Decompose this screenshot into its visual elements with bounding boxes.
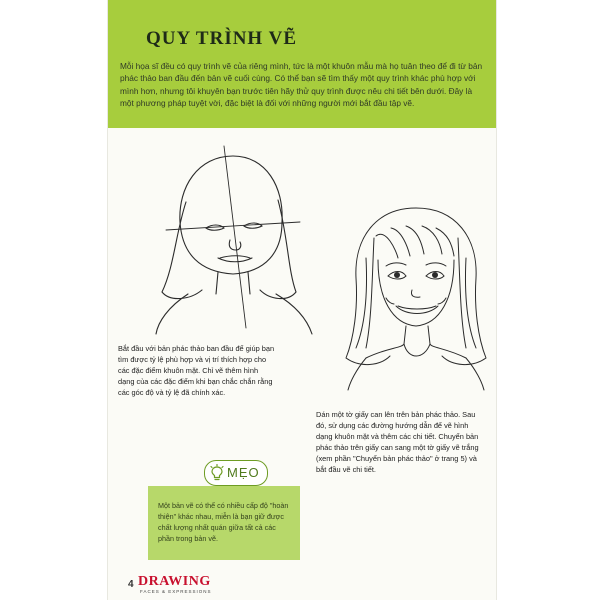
caption-tracing-step: Dán một tờ giấy can lên trên bản phác thảo. Sau đó, sử dụng các đường hướng dẫn để vẽ hình dạng khuôn mặt và thêm các chi tiết. Chuyển bản phác thảo trên giấy can sang một tờ giấy vẽ trắng (xem phần "Chuyển bản phác thảo" ở trang 5) và bắt đầu vẽ chi tiết. <box>316 410 479 474</box>
intro-paragraph: Mỗi họa sĩ đều có quy trình vẽ của riêng mình, tức là một khuôn mẫu mà họ tuân theo để đi từ bản phác thảo ban đầu đến bản vẽ cuối cùng. Có thể bạn sẽ tìm thấy một quy trình khác phù hợp với mình hơn, nhưng tôi khuyên bạn trước tiên hãy thử quy trình được nêu chi tiết bên dưới. Đây là một phương pháp tuyệt vời, đặc biệt là đối với những người mới bắt đầu tập vẽ. <box>120 61 483 109</box>
page-number: 4 <box>128 579 134 590</box>
sketch-construction-face <box>148 142 318 337</box>
lightbulb-icon <box>209 464 225 487</box>
header-band <box>108 0 496 128</box>
tip-badge <box>204 460 268 486</box>
brand-subtitle: FACES & EXPRESSIONS <box>140 589 212 594</box>
book-page <box>108 0 496 600</box>
tip-box <box>148 486 300 560</box>
caption-construction-step: Bắt đầu với bản phác thảo ban đầu để giúp bạn tìm được tỷ lệ phù hợp và vị trí thích hợp cho các đặc điểm khuôn mặt. Chỉ vẽ thêm hình dạng của các đặc điểm khi bạn chắc chắn rằng các góc độ và tỷ lệ đã chính xác. <box>118 344 275 397</box>
tip-label: MẸO <box>227 465 260 480</box>
page-title: QUY TRÌNH VẼ <box>146 28 298 49</box>
brand-logo: DRAWING <box>138 574 211 589</box>
tip-text: Một bản vẽ có thể có nhiều cấp độ "hoàn thiện" khác nhau, miễn là bạn giữ được chất lượng nhất quán giữa tất cả các phần trong bản vẽ. <box>158 501 289 543</box>
sketch-finished-face <box>336 198 496 393</box>
